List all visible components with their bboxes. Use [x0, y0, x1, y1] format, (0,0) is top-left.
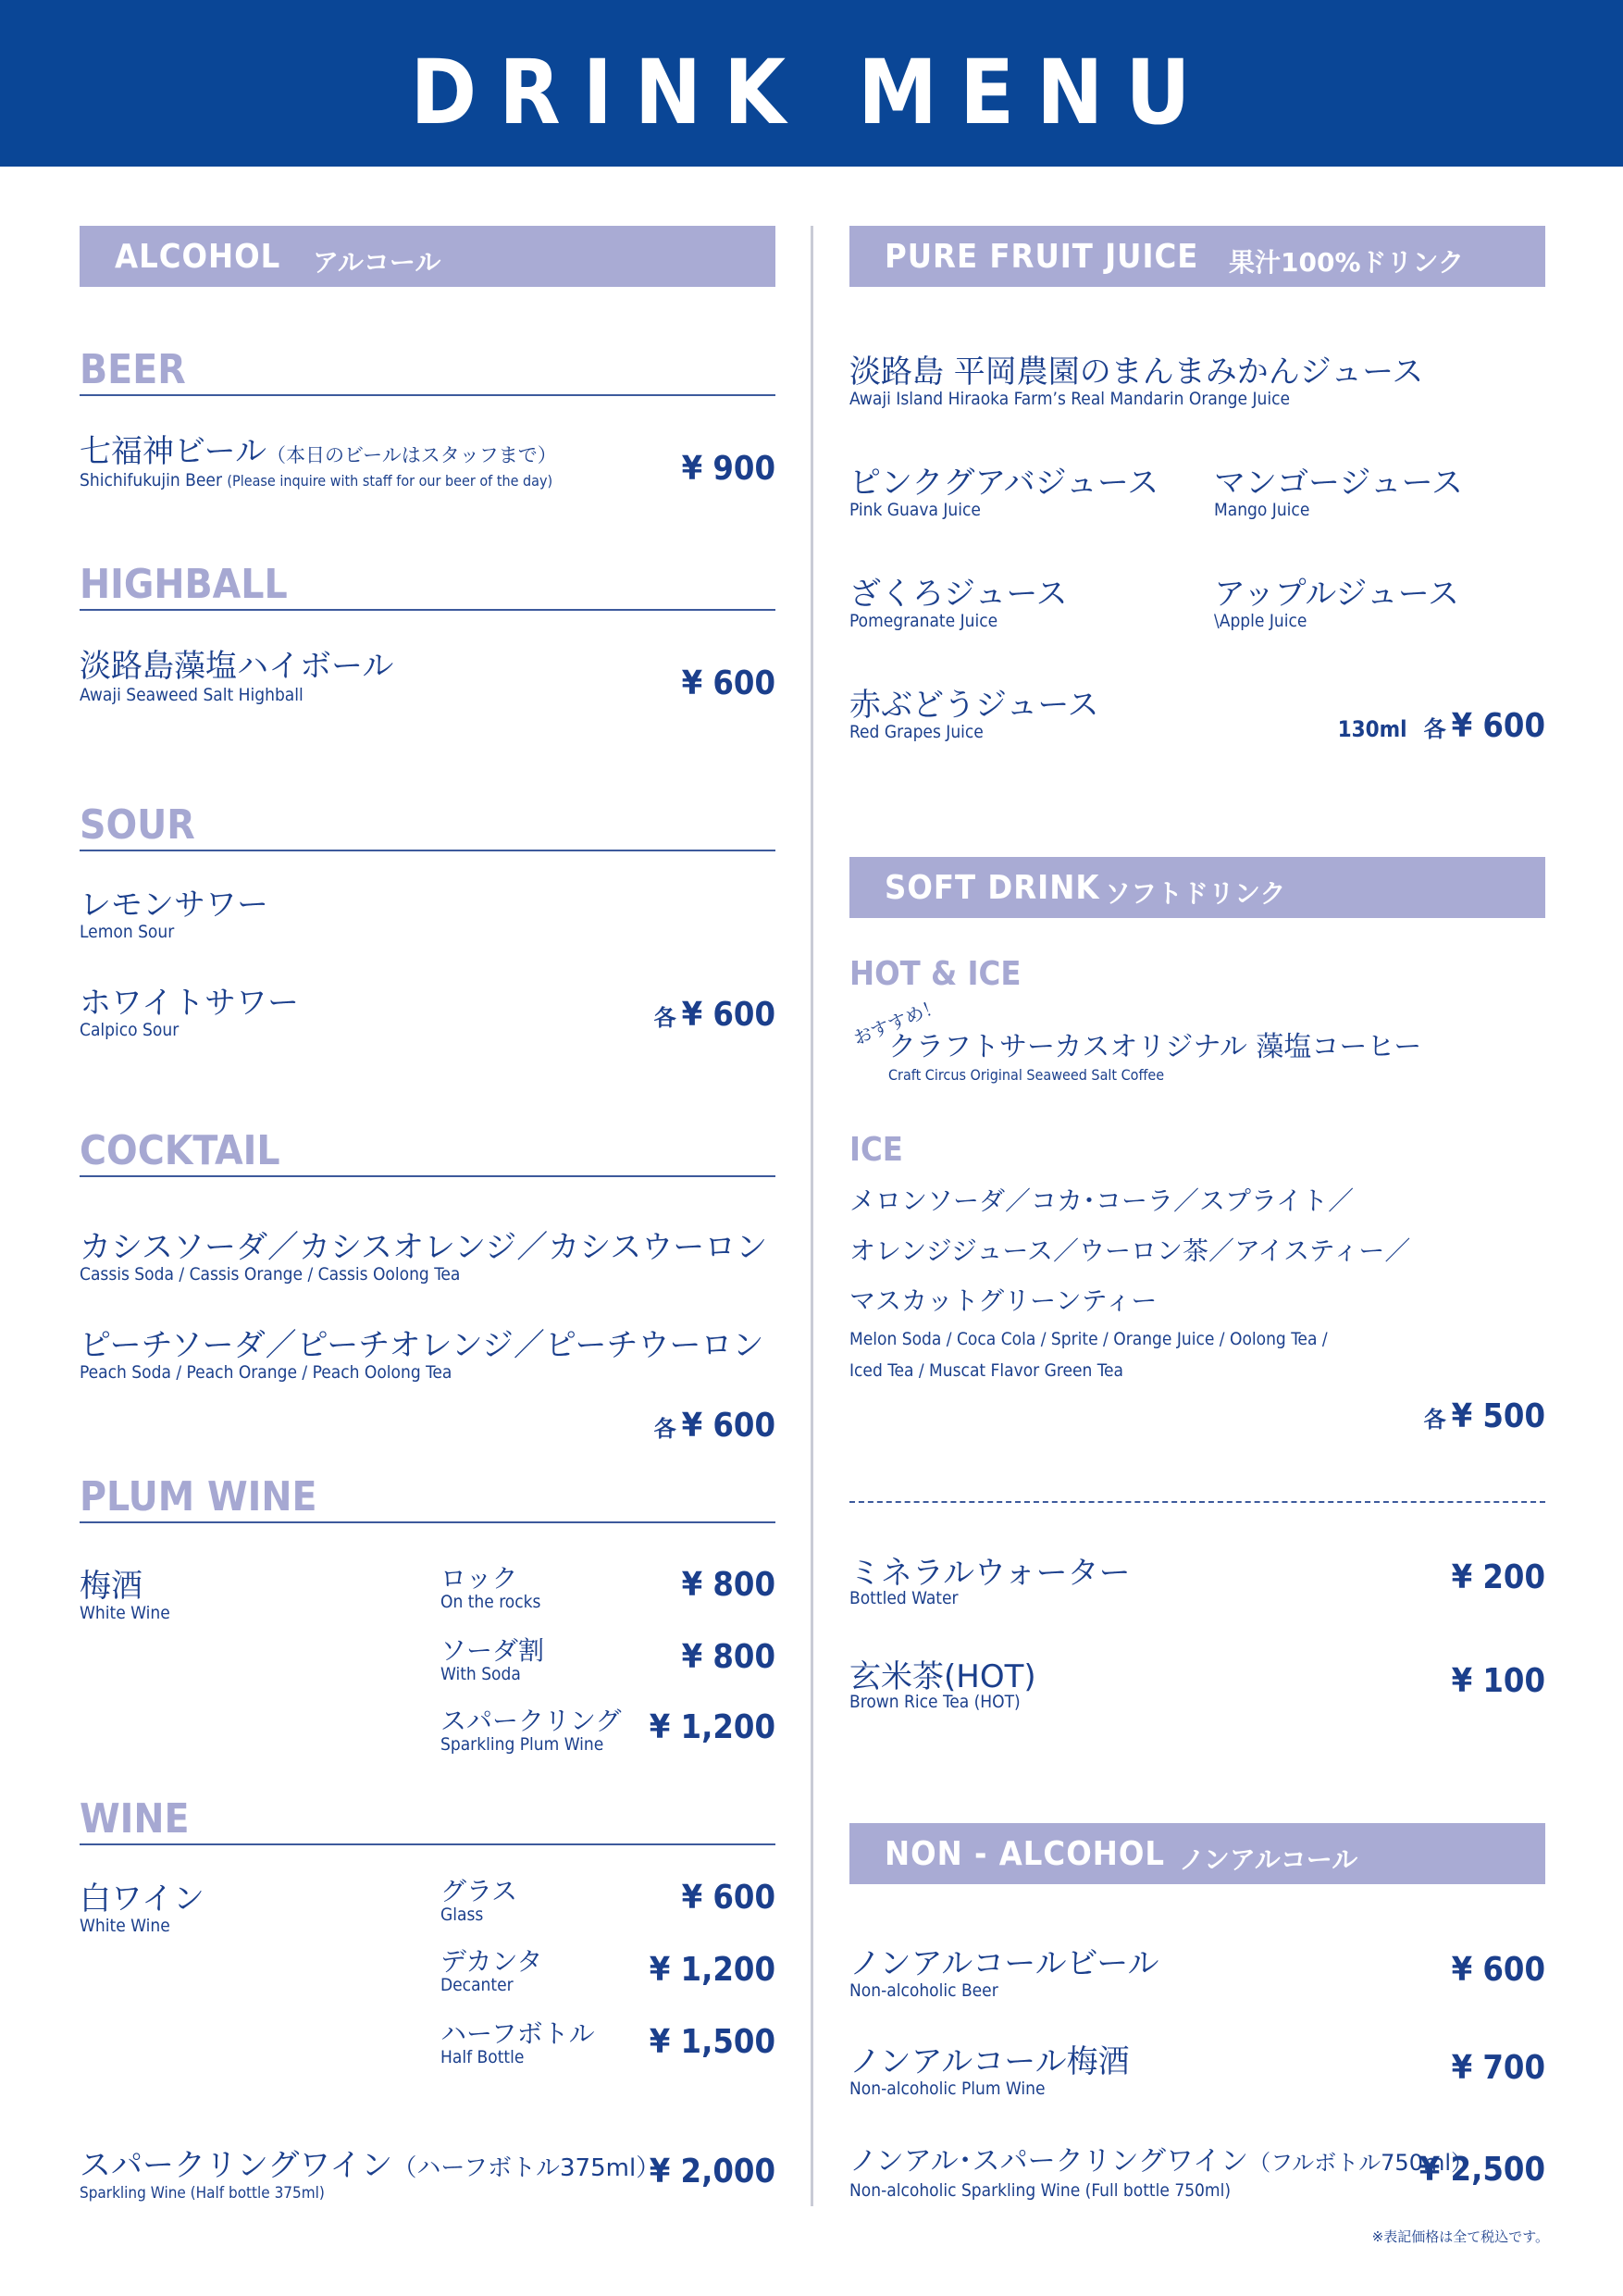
- alcohol-bar-title: ALCOHOL: [115, 238, 281, 276]
- section-highball: [80, 561, 775, 611]
- price: ¥ 600: [681, 664, 775, 702]
- item-name-jp: マンゴージュース: [1214, 465, 1463, 502]
- item-note-jp: （フルボトル750ml）: [1248, 2150, 1474, 2176]
- item-name-en: Shichifukujin Beer: [80, 470, 222, 490]
- recommend-badge: おすすめ！: [849, 994, 945, 1050]
- section-wine: [80, 1795, 775, 1845]
- item-name-jp: ピーチソーダ／ピーチオレンジ／ピーチウーロン: [80, 1327, 764, 1364]
- item-name-jp: ミネラルウォーター: [849, 1555, 1131, 1592]
- drink-list-line: メロンソーダ／コカ･コーラ／スプライト／: [849, 1185, 1355, 1216]
- price: ¥ 600: [1451, 1951, 1545, 1989]
- price: ¥ 2,000: [649, 2153, 775, 2191]
- option-name-en: On the rocks: [440, 1592, 541, 1612]
- price: ¥ 600: [681, 1879, 775, 1917]
- non-alcohol-bar-title: NON - ALCOHOL: [885, 1835, 1165, 1873]
- price: ¥ 100: [1451, 1662, 1545, 1700]
- item-name-en: Red Grapes Juice: [849, 722, 984, 742]
- column-divider: [811, 226, 813, 2206]
- juice-bar-title: PURE FRUIT JUICE: [885, 238, 1199, 276]
- section-title: PLUM WINE: [80, 1473, 317, 1520]
- item-name-jp: ノンアルコールビール: [849, 1945, 1159, 1982]
- section-title: SOUR: [80, 801, 195, 849]
- item-name-jp: スパークリングワイン: [80, 2147, 393, 2184]
- section-title: BEER: [80, 346, 186, 393]
- item-name-jp: クラフトサーカスオリジナル 藻塩コーヒー: [888, 1031, 1422, 1063]
- item-name-en: Calpico Sour: [80, 1020, 180, 1040]
- price-value: ¥ 600: [681, 996, 775, 1034]
- price: ¥ 1,500: [649, 2023, 775, 2061]
- item-name-jp: ノンアルコール梅酒: [849, 2043, 1130, 2080]
- left-column: [80, 0, 775, 2296]
- option-name-en: Glass: [440, 1905, 484, 1925]
- item-name-en: \Apple Juice: [1214, 611, 1307, 631]
- right-column: [849, 0, 1545, 2296]
- item-name-en: Mango Juice: [1214, 500, 1310, 520]
- item-name-en: Non-alcoholic Beer: [849, 1980, 998, 2001]
- drink-list-line: マスカットグリーンティー: [849, 1285, 1158, 1316]
- price: [654, 1407, 775, 1445]
- juice-bar: [849, 226, 1545, 287]
- non-alcohol-bar: [849, 1823, 1545, 1884]
- item-name-en: Pink Guava Juice: [849, 500, 981, 520]
- each-label: 各: [1423, 716, 1446, 742]
- option-name-en: Decanter: [440, 1975, 514, 1995]
- price: ¥ 800: [681, 1566, 775, 1604]
- size-label: 130ml: [1337, 716, 1407, 742]
- option-name-en: With Soda: [440, 1664, 521, 1684]
- option-name-jp: デカンタ: [440, 1946, 543, 1977]
- section-title: WINE: [80, 1795, 190, 1843]
- each-label: 各: [653, 1416, 676, 1442]
- item-name-jp: 玄米茶(HOT): [849, 1658, 1036, 1695]
- item-name-jp: カシスソーダ／カシスオレンジ／カシスウーロン: [80, 1229, 768, 1266]
- item-name-en: Peach Soda / Peach Orange / Peach Oolong Tea: [80, 1362, 452, 1383]
- option-name-jp: グラス: [440, 1876, 518, 1906]
- option-name-en: Sparkling Plum Wine: [440, 1734, 604, 1755]
- item-name-jp: 梅酒: [80, 1568, 142, 1605]
- item-name-en: Awaji Seaweed Salt Highball: [80, 685, 304, 705]
- soft-drink-bar-subtitle: ソフトドリンク: [1105, 878, 1286, 909]
- price: ¥ 1,200: [649, 1951, 775, 1989]
- item-name-en: Sparkling Wine (Half bottle 375ml): [80, 2184, 325, 2203]
- item-name-en: Lemon Sour: [80, 922, 175, 942]
- price: ¥ 2,500: [1419, 2151, 1545, 2189]
- item-name-en: Non-alcoholic Sparkling Wine (Full bottle 750ml): [849, 2180, 1232, 2201]
- item-name-jp: ホワイトサワー: [80, 985, 299, 1022]
- drink-list-english: Melon Soda / Coca Cola / Sprite / Orange Juice / Oolong Tea /: [849, 1329, 1328, 1349]
- price-value: ¥ 600: [681, 1407, 775, 1445]
- item-name-en: Pomegranate Juice: [849, 611, 998, 631]
- soft-drink-bar-title: SOFT DRINK: [885, 869, 1100, 907]
- price: [654, 996, 775, 1034]
- alcohol-bar-subtitle: アルコール: [313, 247, 441, 278]
- tax-footnote: ※表記価格は全て税込です。: [1371, 2228, 1549, 2245]
- price: ¥ 800: [681, 1638, 775, 1676]
- item-note-jp: （ハーフボトル375ml）: [392, 2154, 661, 2182]
- item-name-jp: 赤ぶどうジュース: [849, 687, 1099, 724]
- drink-list-line: オレンジジュース／ウーロン茶／アイスティー／: [849, 1235, 1411, 1266]
- option-name-en: Half Bottle: [440, 2047, 525, 2067]
- subsection-title: HOT & ICE: [849, 955, 1022, 993]
- juice-bar-subtitle: 果汁100%ドリンク: [1229, 247, 1464, 278]
- item-name-jp: 淡路島藻塩ハイボール: [80, 648, 394, 685]
- non-alcohol-bar-subtitle: ノンアルコール: [1179, 1844, 1358, 1875]
- section-beer: [80, 346, 775, 396]
- item-name-jp: ノンアル･スパークリングワイン: [849, 2145, 1249, 2178]
- item-name-jp: ざくろジュース: [849, 576, 1068, 613]
- section-plum-wine: [80, 1473, 775, 1523]
- option-name-jp: ロック: [440, 1563, 518, 1594]
- price: [1338, 707, 1545, 745]
- item-name-en: Craft Circus Original Seaweed Salt Coffee: [888, 1066, 1165, 1084]
- menu-item-name: [80, 2140, 660, 2185]
- item-note-jp: （本日のビールはスタッフまで）: [266, 444, 557, 466]
- item-name-en: Cassis Soda / Cassis Orange / Cassis Oolong Tea: [80, 1264, 461, 1285]
- section-title: COCKTAIL: [80, 1127, 280, 1174]
- section-title: HIGHBALL: [80, 561, 288, 608]
- dashed-divider: [849, 1501, 1545, 1503]
- menu-item-name: [80, 426, 557, 471]
- subsection-title: ICE: [849, 1131, 903, 1169]
- item-name-en: Bottled Water: [849, 1588, 959, 1608]
- price-value: ¥ 500: [1451, 1397, 1545, 1435]
- item-name-en: White Wine: [80, 1603, 170, 1623]
- menu-item-name: [849, 2138, 1473, 2178]
- item-name-en: Awaji Island Hiraoka Farm’s Real Mandarin Orange Juice: [849, 389, 1291, 409]
- menu-item-english: [80, 470, 552, 490]
- item-name-jp: 七福神ビール: [80, 433, 266, 470]
- price: ¥ 200: [1451, 1558, 1545, 1596]
- price: ¥ 900: [681, 450, 775, 488]
- item-name-jp: アップルジュース: [1214, 576, 1460, 613]
- item-name-en: Brown Rice Tea (HOT): [849, 1692, 1021, 1712]
- page-title: DRINK MENU: [410, 41, 1213, 144]
- item-note-en: (Please inquire with staff for our beer of the day): [227, 472, 553, 490]
- item-name-jp: 白ワイン: [80, 1880, 204, 1917]
- price-value: ¥ 600: [1451, 707, 1545, 745]
- item-name-jp: レモンサワー: [80, 887, 268, 924]
- each-label: 各: [1423, 1407, 1446, 1433]
- price: ¥ 700: [1451, 2049, 1545, 2087]
- price: [1424, 1397, 1545, 1435]
- drink-list-english: Iced Tea / Muscat Flavor Green Tea: [849, 1360, 1123, 1381]
- item-name-jp: ピンクグアバジュース: [849, 465, 1159, 502]
- item-name-en: White Wine: [80, 1916, 170, 1936]
- option-name-jp: ソーダ割: [440, 1635, 545, 1666]
- each-label: 各: [653, 1005, 676, 1031]
- item-name-en: Non-alcoholic Plum Wine: [849, 2079, 1046, 2099]
- item-name-jp: 淡路島 平岡農園のまんまみかんジュース: [849, 354, 1424, 391]
- option-name-jp: ハーフボトル: [440, 2018, 595, 2049]
- section-cocktail: [80, 1127, 775, 1177]
- section-sour: [80, 801, 775, 851]
- price: ¥ 1,200: [649, 1708, 775, 1746]
- soft-drink-bar: [849, 857, 1545, 918]
- alcohol-bar: [80, 226, 775, 287]
- option-name-jp: スパークリング: [440, 1706, 622, 1736]
